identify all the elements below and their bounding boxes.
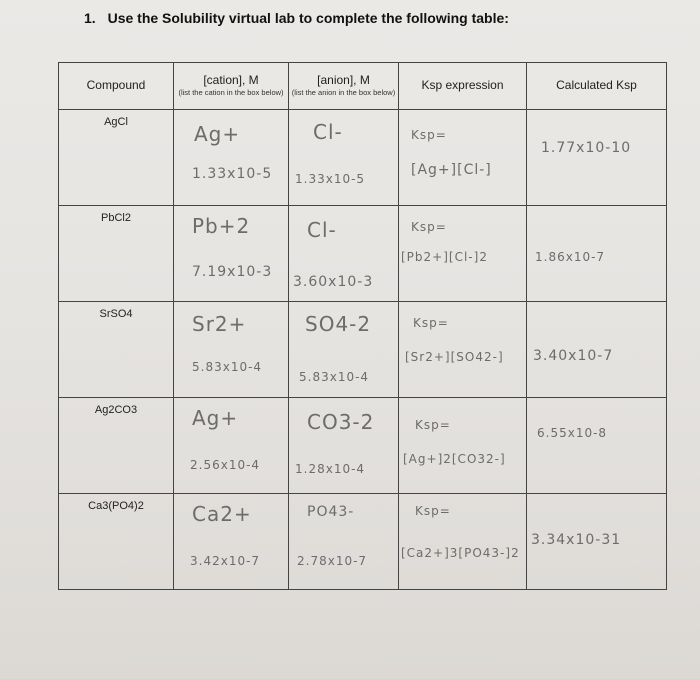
table-row xyxy=(59,398,667,494)
cation-concentration: 7.19x10-3 xyxy=(192,264,273,280)
ksp-label: Ksp= xyxy=(413,316,449,330)
ksp-expression-cell xyxy=(399,206,527,302)
anion-cell xyxy=(289,494,399,590)
cation-ion: Pb+2 xyxy=(192,214,251,238)
ksp-expression-cell xyxy=(399,302,527,398)
calculated-ksp-cell xyxy=(527,206,667,302)
ksp-expression: [Sr2+][SO42-] xyxy=(405,350,504,364)
cation-concentration: 1.33x10-5 xyxy=(192,166,273,182)
anion-ion: SO4-2 xyxy=(305,312,372,336)
cation-cell xyxy=(174,494,289,590)
header-ksp-expression: Ksp expression xyxy=(399,63,527,110)
cation-ion: Sr2+ xyxy=(192,312,247,336)
calculated-ksp-cell xyxy=(527,302,667,398)
header-calculated-ksp: Calculated Ksp xyxy=(527,63,667,110)
ksp-value: 6.55x10-8 xyxy=(537,426,608,440)
ksp-expression-cell xyxy=(399,110,527,206)
anion-cell xyxy=(289,398,399,494)
table-row xyxy=(59,206,667,302)
ksp-label: Ksp= xyxy=(415,504,451,518)
cation-concentration: 2.56x10-4 xyxy=(190,458,261,472)
question-text: Use the Solubility virtual lab to complete the following table: xyxy=(107,10,509,26)
ksp-value: 3.40x10-7 xyxy=(533,348,614,364)
compound-cell: Ag2CO3 xyxy=(59,398,174,494)
calculated-ksp-cell xyxy=(527,110,667,206)
ksp-label: Ksp= xyxy=(411,128,447,142)
anion-ion: Cl- xyxy=(307,218,337,242)
cation-ion: Ag+ xyxy=(192,406,239,430)
calculated-ksp-cell xyxy=(527,494,667,590)
cation-cell xyxy=(174,302,289,398)
header-cation: [cation], M (list the cation in the box below) xyxy=(174,63,289,110)
anion-concentration: 5.83x10-4 xyxy=(299,370,370,384)
table-row xyxy=(59,302,667,398)
ksp-expression: [Pb2+][Cl-]2 xyxy=(401,250,488,264)
ksp-value: 1.86x10-7 xyxy=(535,250,606,264)
cation-cell xyxy=(174,398,289,494)
ksp-expression: [Ca2+]3[PO43-]2 xyxy=(401,546,520,560)
anion-cell xyxy=(289,206,399,302)
ksp-value: 3.34x10-31 xyxy=(531,532,622,548)
cation-cell xyxy=(174,110,289,206)
compound-cell: SrSO4 xyxy=(59,302,174,398)
anion-cell xyxy=(289,302,399,398)
question-prompt xyxy=(84,10,509,26)
cation-cell xyxy=(174,206,289,302)
compound-cell: AgCl xyxy=(59,110,174,206)
ksp-expression-cell xyxy=(399,494,527,590)
anion-concentration: 2.78x10-7 xyxy=(297,554,368,568)
solubility-table xyxy=(58,62,667,590)
ksp-label: Ksp= xyxy=(411,220,447,234)
ksp-label: Ksp= xyxy=(415,418,451,432)
cation-ion: Ca2+ xyxy=(192,502,252,526)
cation-concentration: 3.42x10-7 xyxy=(190,554,261,568)
anion-concentration: 3.60x10-3 xyxy=(293,274,374,290)
header-anion: [anion], M (list the anion in the box below) xyxy=(289,63,399,110)
question-number: 1. xyxy=(84,10,96,26)
cation-ion: Ag+ xyxy=(194,122,241,146)
ksp-expression-cell xyxy=(399,398,527,494)
header-anion-note: (list the anion in the box below) xyxy=(291,88,396,98)
table-row xyxy=(59,494,667,590)
header-compound: Compound xyxy=(59,63,174,110)
ksp-expression: [Ag+][Cl-] xyxy=(411,162,492,178)
anion-ion: Cl- xyxy=(313,120,343,144)
anion-cell xyxy=(289,110,399,206)
header-cation-note: (list the cation in the box below) xyxy=(178,88,284,98)
compound-cell: PbCl2 xyxy=(59,206,174,302)
compound-cell: Ca3(PO4)2 xyxy=(59,494,174,590)
calculated-ksp-cell xyxy=(527,398,667,494)
table-row xyxy=(59,110,667,206)
anion-concentration: 1.28x10-4 xyxy=(295,462,366,476)
cation-concentration: 5.83x10-4 xyxy=(192,360,263,374)
ksp-value: 1.77x10-10 xyxy=(541,140,632,156)
ksp-expression: [Ag+]2[CO32-] xyxy=(403,452,506,466)
anion-ion: PO43- xyxy=(307,504,355,520)
anion-ion: CO3-2 xyxy=(307,410,375,434)
anion-concentration: 1.33x10-5 xyxy=(295,172,366,186)
